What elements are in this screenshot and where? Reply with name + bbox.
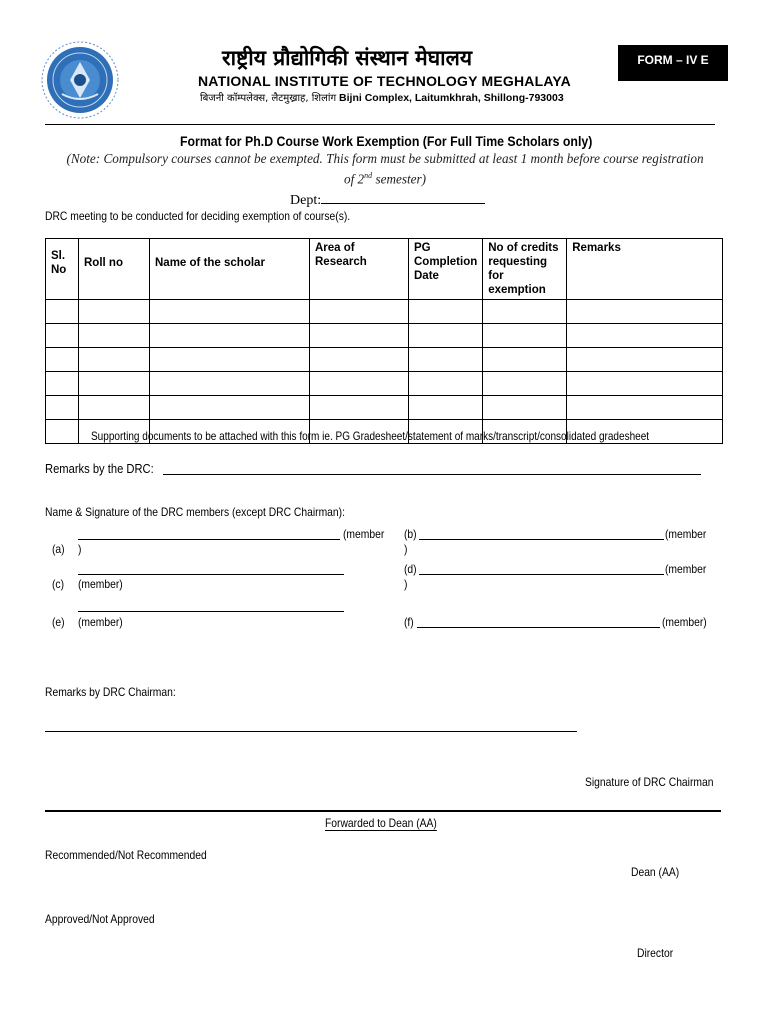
member-d-suffix-bottom: )	[404, 577, 408, 591]
table-cell[interactable]	[46, 396, 79, 420]
section-divider	[45, 810, 721, 812]
member-b-signature-line[interactable]	[419, 539, 664, 540]
director-label: Director	[637, 946, 674, 960]
dept-field[interactable]	[290, 193, 485, 209]
member-b-suffix-bottom: )	[404, 542, 408, 556]
member-d-signature-line[interactable]	[419, 574, 664, 575]
dean-label: Dean (AA)	[631, 865, 680, 879]
table-cell[interactable]	[483, 396, 567, 420]
col-pg-date	[409, 239, 483, 300]
member-b-suffix-top: (member	[665, 527, 707, 541]
note-main: (Note: Compulsory courses cannot be exempted. This form must be submitted at least 1 month before course registration	[66, 151, 704, 166]
form-note	[40, 150, 730, 187]
table-cell[interactable]	[483, 300, 567, 324]
members-heading: Name & Signature of the DRC members (except DRC Chairman):	[45, 505, 345, 519]
form-title: Format for Ph.D Course Work Exemption (For Full Time Scholars only)	[180, 133, 593, 149]
institute-name-english: NATIONAL INSTITUTE OF TECHNOLOGY MEGHALAYA	[198, 73, 571, 89]
col-area	[310, 239, 409, 300]
table-cell[interactable]	[483, 372, 567, 396]
col-remarks	[567, 239, 723, 300]
col-roll-text: Roll no	[84, 257, 123, 269]
table-cell[interactable]	[79, 396, 150, 420]
member-a-signature-line[interactable]	[78, 539, 340, 540]
col-credits	[483, 239, 567, 300]
col-pg-line1: PG	[414, 242, 431, 254]
table-cell[interactable]	[409, 300, 483, 324]
member-e-signature-line[interactable]	[78, 611, 344, 612]
table-cell[interactable]	[150, 348, 310, 372]
table-cell[interactable]	[46, 372, 79, 396]
note-of: of 2	[344, 171, 365, 187]
member-e-label: (e)	[52, 615, 65, 629]
table-cell[interactable]	[409, 348, 483, 372]
note-sup: nd	[364, 171, 373, 180]
scholar-table	[45, 238, 723, 444]
table-cell[interactable]	[46, 300, 79, 324]
forwarded-text: Forwarded to Dean (AA)	[325, 816, 437, 830]
table-cell[interactable]	[150, 396, 310, 420]
col-area-line1: Area of	[315, 242, 355, 254]
supporting-docs-text: Supporting documents to be attached with this form ie. PG Gradesheet/statement of marks/transcript/consolidated gradesheet	[91, 429, 650, 443]
member-c-suffix: (member)	[78, 577, 123, 591]
drc-meeting-text: DRC meeting to be conducted for deciding exemption of course(s).	[45, 209, 351, 223]
member-e-suffix: (member)	[78, 615, 123, 629]
table-row	[46, 324, 723, 348]
member-b-label: (b)	[404, 527, 417, 541]
institute-name-hindi: राष्ट्रीय प्रौद्योगिकी संस्थान मेघालय	[222, 46, 473, 70]
table-row	[46, 396, 723, 420]
table-cell[interactable]	[567, 372, 723, 396]
form-number-badge: FORM – IV E	[618, 45, 728, 81]
table-cell[interactable]	[310, 300, 409, 324]
dept-blank[interactable]	[321, 193, 485, 204]
address-english: Bijni Complex, Laitumkhrah, Shillong-793003	[339, 92, 564, 104]
table-cell[interactable]	[150, 300, 310, 324]
table-cell[interactable]	[46, 420, 79, 444]
remarks-drc-label: Remarks by the DRC:	[45, 461, 154, 476]
col-sl-no	[46, 239, 79, 300]
col-sl-line2: No	[51, 264, 67, 276]
address-hindi: बिजनी कॉम्पलेक्स, लैटमुख्राह, शिलांग	[200, 93, 337, 104]
table-cell[interactable]	[79, 372, 150, 396]
dept-label: Dept:	[290, 193, 322, 208]
remarks-chairman-blank[interactable]	[45, 731, 577, 732]
remarks-drc-blank[interactable]	[163, 474, 701, 475]
table-header-row	[46, 239, 723, 300]
table-cell[interactable]	[46, 324, 79, 348]
table-cell[interactable]	[310, 396, 409, 420]
col-area-line2: Research	[315, 256, 367, 268]
member-a-suffix-top: (member	[343, 527, 385, 541]
member-d-label: (d)	[404, 562, 417, 576]
member-f-signature-line[interactable]	[417, 627, 660, 628]
member-c-signature-line[interactable]	[78, 574, 344, 575]
table-row	[46, 372, 723, 396]
table-cell[interactable]	[567, 324, 723, 348]
table-cell[interactable]	[409, 396, 483, 420]
col-pg-line3: Date	[414, 270, 439, 282]
table-cell[interactable]	[79, 348, 150, 372]
col-remarks-text: Remarks	[572, 242, 621, 254]
table-cell[interactable]	[567, 348, 723, 372]
table-cell[interactable]	[79, 324, 150, 348]
nit-meghalaya-logo	[40, 40, 120, 120]
col-sl-line1: Sl.	[51, 250, 66, 262]
member-f-suffix: (member)	[662, 615, 707, 629]
signature-chairman-label: Signature of DRC Chairman	[585, 775, 714, 789]
table-cell[interactable]	[150, 372, 310, 396]
table-cell[interactable]	[567, 300, 723, 324]
remarks-chairman-label: Remarks by DRC Chairman:	[45, 685, 176, 699]
col-roll-no	[79, 239, 150, 300]
table-cell[interactable]	[150, 324, 310, 348]
col-pg-line2: Completion	[414, 256, 478, 268]
col-credits-line1: No of credits	[488, 242, 559, 254]
note-end: semester)	[372, 171, 426, 187]
member-a-label: (a)	[52, 542, 65, 556]
header-divider	[45, 124, 715, 125]
table-body	[46, 300, 723, 444]
recommended-text: Recommended/Not Recommended	[45, 848, 207, 862]
table-cell[interactable]	[483, 348, 567, 372]
col-scholar-name	[150, 239, 310, 300]
member-d-suffix-top: (member	[665, 562, 707, 576]
table-row	[46, 348, 723, 372]
member-f-label: (f)	[404, 615, 414, 629]
col-credits-line3: exemption	[488, 284, 546, 296]
table-cell[interactable]	[483, 324, 567, 348]
member-c-label: (c)	[52, 577, 65, 591]
col-credits-line2: requesting for	[488, 256, 548, 282]
table-cell[interactable]	[567, 396, 723, 420]
approved-text: Approved/Not Approved	[45, 912, 155, 926]
forwarded-heading	[325, 816, 437, 831]
col-name-text: Name of the scholar	[155, 257, 265, 269]
table-cell[interactable]	[310, 372, 409, 396]
table-cell[interactable]	[310, 348, 409, 372]
table-cell[interactable]	[46, 348, 79, 372]
table-cell[interactable]	[310, 324, 409, 348]
table-row	[46, 300, 723, 324]
member-a-suffix-bottom: )	[78, 542, 82, 556]
table-cell[interactable]	[409, 324, 483, 348]
institute-address	[200, 90, 564, 104]
table-cell[interactable]	[79, 300, 150, 324]
table-cell[interactable]	[409, 372, 483, 396]
